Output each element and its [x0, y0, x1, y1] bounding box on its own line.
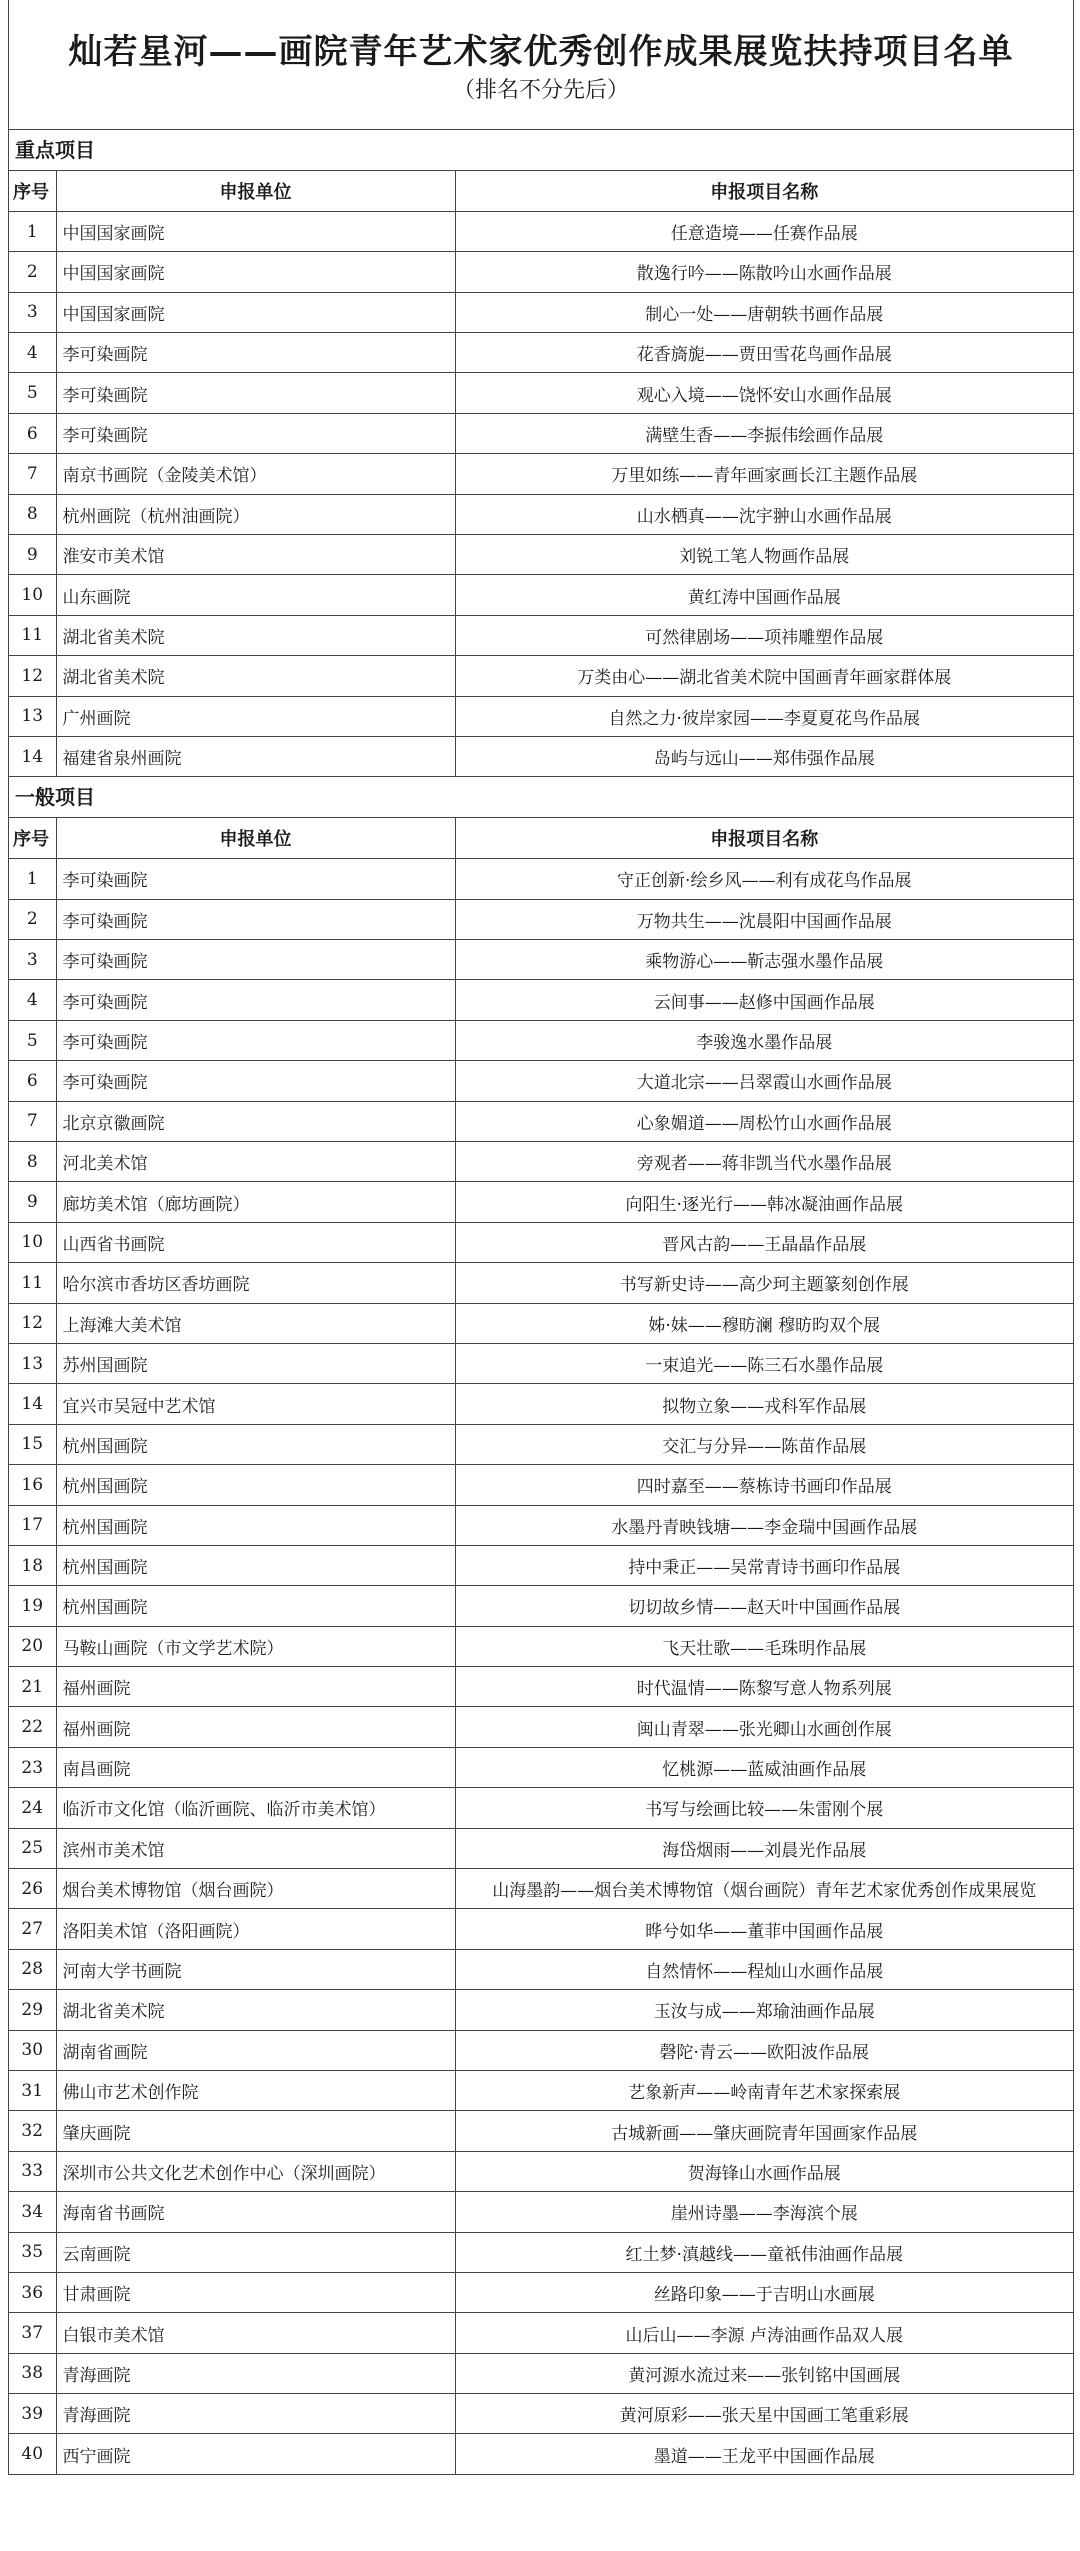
project-name: 岛屿与远山——郑伟强作品展	[455, 736, 1073, 776]
table-row	[9, 1828, 1073, 1868]
table-row	[9, 736, 1073, 776]
table-row	[9, 1747, 1073, 1787]
table-row	[9, 1141, 1073, 1181]
table-row	[9, 2313, 1073, 2353]
applicant-unit: 李可染画院	[56, 373, 455, 413]
project-name: 水墨丹青映钱塘——李金瑞中国画作品展	[455, 1505, 1073, 1545]
table-row	[9, 454, 1073, 494]
row-number: 7	[9, 1101, 56, 1141]
section-label-key: 重点项目	[9, 130, 1073, 171]
project-name: 黄河源水流过来——张钊铭中国画展	[455, 2353, 1073, 2393]
project-name: 自然之力·彼岸家园——李夏夏花鸟作品展	[455, 696, 1073, 736]
applicant-unit: 佛山市艺术创作院	[56, 2070, 455, 2110]
applicant-unit: 中国国家画院	[56, 211, 455, 251]
row-number: 15	[9, 1424, 56, 1464]
applicant-unit: 临沂市文化馆（临沂画院、临沂市美术馆）	[56, 1788, 455, 1828]
row-number: 29	[9, 1990, 56, 2030]
row-number: 3	[9, 940, 56, 980]
applicant-unit: 河北美术馆	[56, 1141, 455, 1181]
column-header-project: 申报项目名称	[455, 171, 1073, 211]
row-number: 19	[9, 1586, 56, 1626]
applicant-unit: 南京书画院（金陵美术馆）	[56, 454, 455, 494]
applicant-unit: 河南大学书画院	[56, 1949, 455, 1989]
applicant-unit: 李可染画院	[56, 899, 455, 939]
project-name: 大道北宗——吕翠霞山水画作品展	[455, 1061, 1073, 1101]
project-name: 云间事——赵修中国画作品展	[455, 980, 1073, 1020]
table-row	[9, 1020, 1073, 1060]
column-header-no: 序号	[9, 171, 56, 211]
table-row	[9, 535, 1073, 575]
table-row	[9, 1869, 1073, 1909]
table-row	[9, 1182, 1073, 1222]
row-number: 8	[9, 494, 56, 534]
project-name: 山水栖真——沈宇翀山水画作品展	[455, 494, 1073, 534]
applicant-unit: 青海画院	[56, 2394, 455, 2434]
row-number: 11	[9, 615, 56, 655]
project-name: 黄红涛中国画作品展	[455, 575, 1073, 615]
key-projects-table	[9, 171, 1073, 777]
row-number: 21	[9, 1667, 56, 1707]
table-row	[9, 696, 1073, 736]
applicant-unit: 湖南省画院	[56, 2030, 455, 2070]
row-number: 22	[9, 1707, 56, 1747]
row-number: 17	[9, 1505, 56, 1545]
row-number: 38	[9, 2353, 56, 2393]
table-row	[9, 1990, 1073, 2030]
applicant-unit: 杭州国画院	[56, 1465, 455, 1505]
table-row	[9, 2111, 1073, 2151]
row-number: 13	[9, 1343, 56, 1383]
table-row	[9, 292, 1073, 332]
row-number: 25	[9, 1828, 56, 1868]
table-row	[9, 252, 1073, 292]
project-name: 向阳生·逐光行——韩冰凝油画作品展	[455, 1182, 1073, 1222]
applicant-unit: 甘肃画院	[56, 2272, 455, 2312]
row-number: 23	[9, 1747, 56, 1787]
table-row	[9, 413, 1073, 453]
table-row	[9, 1222, 1073, 1262]
row-number: 4	[9, 980, 56, 1020]
project-name: 磬陀·青云——欧阳波作品展	[455, 2030, 1073, 2070]
applicant-unit: 杭州国画院	[56, 1424, 455, 1464]
table-row	[9, 859, 1073, 899]
applicant-unit: 白银市美术馆	[56, 2313, 455, 2353]
project-name: 贺海锋山水画作品展	[455, 2151, 1073, 2191]
row-number: 33	[9, 2151, 56, 2191]
project-name: 闽山青翠——张光卿山水画创作展	[455, 1707, 1073, 1747]
project-name: 海岱烟雨——刘晨光作品展	[455, 1828, 1073, 1868]
applicant-unit: 李可染画院	[56, 333, 455, 373]
applicant-unit: 滨州市美术馆	[56, 1828, 455, 1868]
column-header-no: 序号	[9, 818, 56, 858]
applicant-unit: 杭州国画院	[56, 1505, 455, 1545]
applicant-unit: 肇庆画院	[56, 2111, 455, 2151]
row-number: 2	[9, 252, 56, 292]
applicant-unit: 哈尔滨市香坊区香坊画院	[56, 1263, 455, 1303]
project-name: 拟物立象——戎科军作品展	[455, 1384, 1073, 1424]
applicant-unit: 南昌画院	[56, 1747, 455, 1787]
applicant-unit: 李可染画院	[56, 1061, 455, 1101]
project-name: 崖州诗墨——李海滨个展	[455, 2192, 1073, 2232]
applicant-unit: 上海滩大美术馆	[56, 1303, 455, 1343]
project-name: 切切故乡情——赵天叶中国画作品展	[455, 1586, 1073, 1626]
applicant-unit: 杭州国画院	[56, 1545, 455, 1585]
project-name: 古城新画——肇庆画院青年国画家作品展	[455, 2111, 1073, 2151]
project-name: 飞天壮歌——毛珠明作品展	[455, 1626, 1073, 1666]
row-number: 2	[9, 899, 56, 939]
applicant-unit: 李可染画院	[56, 859, 455, 899]
table-row	[9, 1303, 1073, 1343]
column-header-unit: 申报单位	[56, 818, 455, 858]
row-number: 24	[9, 1788, 56, 1828]
table-row	[9, 1949, 1073, 1989]
table-row	[9, 333, 1073, 373]
row-number: 30	[9, 2030, 56, 2070]
project-name: 散逸行吟——陈散吟山水画作品展	[455, 252, 1073, 292]
project-name: 书写新史诗——高少珂主题篆刻创作展	[455, 1263, 1073, 1303]
table-row	[9, 2272, 1073, 2312]
applicant-unit: 福州画院	[56, 1667, 455, 1707]
row-number: 10	[9, 575, 56, 615]
project-name: 守正创新·绘乡风——利有成花鸟作品展	[455, 859, 1073, 899]
project-name: 艺象新声——岭南青年艺术家探索展	[455, 2070, 1073, 2110]
row-number: 1	[9, 859, 56, 899]
row-number: 9	[9, 535, 56, 575]
table-row	[9, 2434, 1073, 2474]
page-title: 灿若星河——画院青年艺术家优秀创作成果展览扶持项目名单	[68, 32, 1014, 72]
project-name: 旁观者——蒋非凯当代水墨作品展	[455, 1141, 1073, 1181]
page-subtitle: （排名不分先后）	[452, 78, 629, 103]
project-name: 可然律剧场——项祎雕塑作品展	[455, 615, 1073, 655]
row-number: 4	[9, 333, 56, 373]
table-row	[9, 940, 1073, 980]
project-name: 忆桃源——蓝威油画作品展	[455, 1747, 1073, 1787]
list-sheet	[8, 0, 1074, 2475]
applicant-unit: 李可染画院	[56, 940, 455, 980]
project-name: 山海墨韵——烟台美术博物馆（烟台画院）青年艺术家优秀创作成果展览	[455, 1869, 1073, 1909]
project-name: 自然情怀——程灿山水画作品展	[455, 1949, 1073, 1989]
project-name: 持中秉正——吴常青诗书画印作品展	[455, 1545, 1073, 1585]
applicant-unit: 淮安市美术馆	[56, 535, 455, 575]
project-name: 晋风古韵——王晶晶作品展	[455, 1222, 1073, 1262]
applicant-unit: 李可染画院	[56, 980, 455, 1020]
title-block	[9, 0, 1073, 130]
project-name: 玉汝与成——郑瑜油画作品展	[455, 1990, 1073, 2030]
row-number: 13	[9, 696, 56, 736]
applicant-unit: 李可染画院	[56, 1020, 455, 1060]
column-header-unit: 申报单位	[56, 171, 455, 211]
table-header-row	[9, 171, 1073, 211]
row-number: 3	[9, 292, 56, 332]
row-number: 12	[9, 1303, 56, 1343]
table-row	[9, 575, 1073, 615]
project-name: 丝路印象——于吉明山水画展	[455, 2272, 1073, 2312]
table-header-row	[9, 818, 1073, 858]
table-row	[9, 1667, 1073, 1707]
project-name: 万类由心——湖北省美术院中国画青年画家群体展	[455, 656, 1073, 696]
project-name: 书写与绘画比较——朱雷刚个展	[455, 1788, 1073, 1828]
table-row	[9, 1384, 1073, 1424]
table-row	[9, 1788, 1073, 1828]
project-name: 交汇与分异——陈苗作品展	[455, 1424, 1073, 1464]
table-row	[9, 1465, 1073, 1505]
applicant-unit: 广州画院	[56, 696, 455, 736]
applicant-unit: 洛阳美术馆（洛阳画院）	[56, 1909, 455, 1949]
table-row	[9, 980, 1073, 1020]
row-number: 6	[9, 413, 56, 453]
row-number: 32	[9, 2111, 56, 2151]
row-number: 5	[9, 1020, 56, 1060]
table-row	[9, 1545, 1073, 1585]
table-row	[9, 494, 1073, 534]
project-name: 李骏逸水墨作品展	[455, 1020, 1073, 1060]
row-number: 31	[9, 2070, 56, 2110]
project-name: 山后山——李源 卢涛油画作品双人展	[455, 2313, 1073, 2353]
project-name: 晔兮如华——董菲中国画作品展	[455, 1909, 1073, 1949]
project-name: 制心一处——唐朝轶书画作品展	[455, 292, 1073, 332]
table-row	[9, 2070, 1073, 2110]
project-name: 黄河原彩——张天星中国画工笔重彩展	[455, 2394, 1073, 2434]
row-number: 1	[9, 211, 56, 251]
applicant-unit: 北京京徽画院	[56, 1101, 455, 1141]
table-row	[9, 2151, 1073, 2191]
row-number: 16	[9, 1465, 56, 1505]
general-projects-table	[9, 818, 1073, 2475]
table-row	[9, 1061, 1073, 1101]
table-row	[9, 1909, 1073, 1949]
row-number: 18	[9, 1545, 56, 1585]
applicant-unit: 杭州画院（杭州油画院）	[56, 494, 455, 534]
row-number: 40	[9, 2434, 56, 2474]
applicant-unit: 山西省书画院	[56, 1222, 455, 1262]
project-name: 花香旖旎——贾田雪花鸟画作品展	[455, 333, 1073, 373]
project-name: 墨道——王龙平中国画作品展	[455, 2434, 1073, 2474]
section-label-general: 一般项目	[9, 777, 1073, 818]
project-name: 时代温情——陈黎写意人物系列展	[455, 1667, 1073, 1707]
applicant-unit: 海南省书画院	[56, 2192, 455, 2232]
table-row	[9, 1101, 1073, 1141]
applicant-unit: 中国国家画院	[56, 252, 455, 292]
table-row	[9, 899, 1073, 939]
project-name: 刘锐工笔人物画作品展	[455, 535, 1073, 575]
project-name: 满壁生香——李振伟绘画作品展	[455, 413, 1073, 453]
applicant-unit: 西宁画院	[56, 2434, 455, 2474]
table-row	[9, 211, 1073, 251]
applicant-unit: 湖北省美术院	[56, 615, 455, 655]
applicant-unit: 苏州国画院	[56, 1343, 455, 1383]
project-name: 万里如练——青年画家画长江主题作品展	[455, 454, 1073, 494]
table-row	[9, 1424, 1073, 1464]
row-number: 14	[9, 1384, 56, 1424]
row-number: 14	[9, 736, 56, 776]
table-row	[9, 2232, 1073, 2272]
applicant-unit: 青海画院	[56, 2353, 455, 2393]
applicant-unit: 中国国家画院	[56, 292, 455, 332]
applicant-unit: 廊坊美术馆（廊坊画院）	[56, 1182, 455, 1222]
row-number: 39	[9, 2394, 56, 2434]
row-number: 6	[9, 1061, 56, 1101]
table-row	[9, 2353, 1073, 2393]
table-row	[9, 1626, 1073, 1666]
table-row	[9, 1707, 1073, 1747]
applicant-unit: 湖北省美术院	[56, 1990, 455, 2030]
applicant-unit: 云南画院	[56, 2232, 455, 2272]
applicant-unit: 烟台美术博物馆（烟台画院）	[56, 1869, 455, 1909]
row-number: 10	[9, 1222, 56, 1262]
table-row	[9, 656, 1073, 696]
row-number: 8	[9, 1141, 56, 1181]
row-number: 12	[9, 656, 56, 696]
applicant-unit: 福建省泉州画院	[56, 736, 455, 776]
table-row	[9, 2192, 1073, 2232]
table-row	[9, 1586, 1073, 1626]
project-name: 一束追光——陈三石水墨作品展	[455, 1343, 1073, 1383]
project-name: 姊·妹——穆昉澜 穆昉昀双个展	[455, 1303, 1073, 1343]
row-number: 7	[9, 454, 56, 494]
project-name: 万物共生——沈晨阳中国画作品展	[455, 899, 1073, 939]
table-row	[9, 1263, 1073, 1303]
project-name: 四时嘉至——蔡栋诗书画印作品展	[455, 1465, 1073, 1505]
applicant-unit: 深圳市公共文化艺术创作中心（深圳画院）	[56, 2151, 455, 2191]
row-number: 20	[9, 1626, 56, 1666]
row-number: 34	[9, 2192, 56, 2232]
applicant-unit: 李可染画院	[56, 413, 455, 453]
table-row	[9, 373, 1073, 413]
project-name: 乘物游心——靳志强水墨作品展	[455, 940, 1073, 980]
row-number: 28	[9, 1949, 56, 1989]
project-name: 观心入境——饶怀安山水画作品展	[455, 373, 1073, 413]
row-number: 35	[9, 2232, 56, 2272]
table-row	[9, 2030, 1073, 2070]
table-row	[9, 615, 1073, 655]
applicant-unit: 山东画院	[56, 575, 455, 615]
applicant-unit: 福州画院	[56, 1707, 455, 1747]
row-number: 27	[9, 1909, 56, 1949]
row-number: 9	[9, 1182, 56, 1222]
applicant-unit: 马鞍山画院（市文学艺术院）	[56, 1626, 455, 1666]
row-number: 11	[9, 1263, 56, 1303]
table-row	[9, 2394, 1073, 2434]
project-name: 红土梦·滇越线——童祇伟油画作品展	[455, 2232, 1073, 2272]
applicant-unit: 杭州国画院	[56, 1586, 455, 1626]
column-header-project: 申报项目名称	[455, 818, 1073, 858]
row-number: 37	[9, 2313, 56, 2353]
applicant-unit: 宜兴市吴冠中艺术馆	[56, 1384, 455, 1424]
table-row	[9, 1505, 1073, 1545]
row-number: 36	[9, 2272, 56, 2312]
applicant-unit: 湖北省美术院	[56, 656, 455, 696]
project-name: 任意造境——任赛作品展	[455, 211, 1073, 251]
project-name: 心象媚道——周松竹山水画作品展	[455, 1101, 1073, 1141]
row-number: 5	[9, 373, 56, 413]
row-number: 26	[9, 1869, 56, 1909]
table-row	[9, 1343, 1073, 1383]
